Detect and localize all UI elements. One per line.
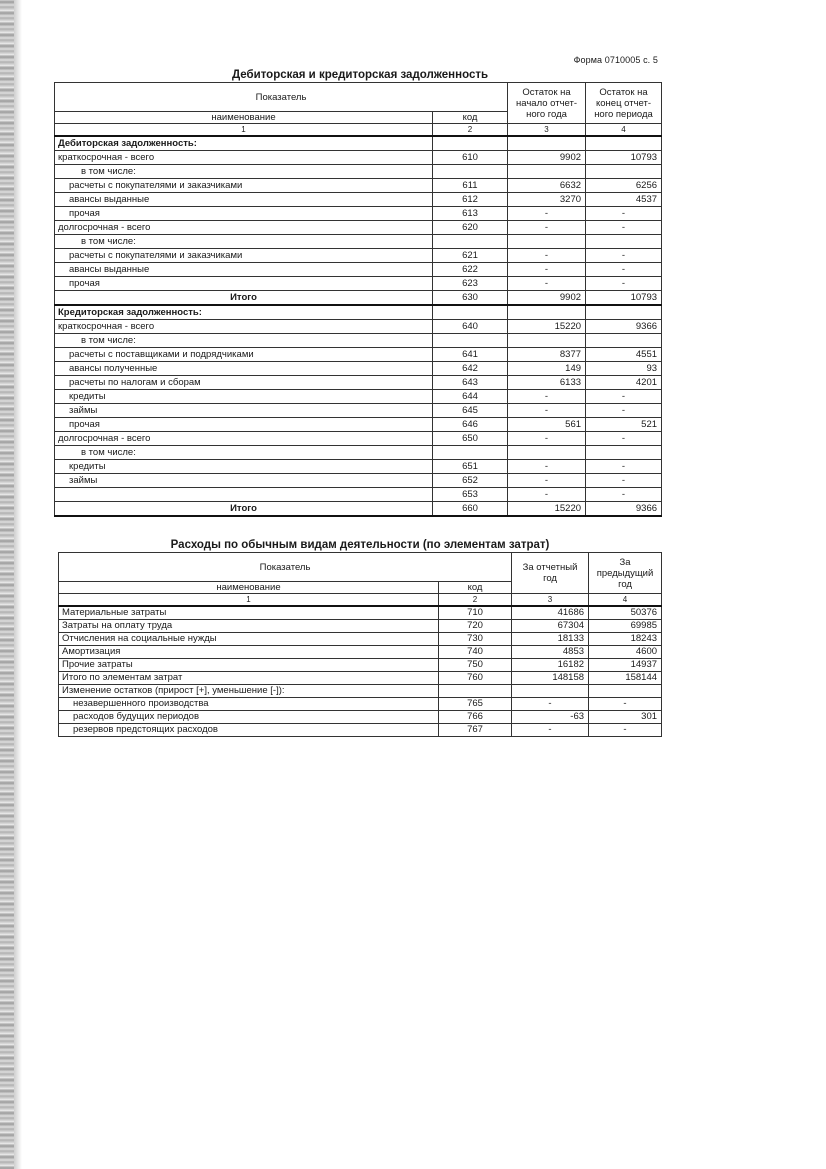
table-row	[59, 685, 662, 698]
row-value-col4: -	[586, 249, 662, 263]
row-value-col3: -	[508, 221, 586, 235]
row-value-col4: 14937	[589, 659, 662, 672]
row-value-col3: -	[508, 277, 586, 291]
table-row	[59, 698, 662, 711]
col-num-2: 2	[439, 594, 512, 607]
row-label: в том числе:	[55, 446, 433, 460]
row-code: 644	[433, 390, 508, 404]
row-value-col3: -	[512, 724, 589, 737]
header-code: код	[433, 112, 508, 124]
row-value-col4: 10793	[586, 151, 662, 165]
row-value-col3	[512, 685, 589, 698]
row-label: незавершенного производства	[59, 698, 439, 711]
row-code: 630	[433, 291, 508, 306]
row-value-col3: 18133	[512, 633, 589, 646]
header-name: наименование	[59, 582, 439, 594]
row-value-col4: -	[586, 488, 662, 502]
header-indicator: Показатель	[55, 83, 508, 112]
row-value-col4: -	[586, 263, 662, 277]
row-code	[433, 305, 508, 320]
row-label: авансы полученные	[55, 362, 433, 376]
table-row	[55, 474, 662, 488]
row-code: 622	[433, 263, 508, 277]
row-code: 650	[433, 432, 508, 446]
row-label: займы	[55, 474, 433, 488]
row-value-col3: 561	[508, 418, 586, 432]
table-row	[55, 277, 662, 291]
row-label: в том числе:	[55, 165, 433, 179]
table-row	[55, 207, 662, 221]
row-code	[433, 136, 508, 151]
table-row	[55, 291, 662, 306]
row-code: 653	[433, 488, 508, 502]
row-value-col3: 9902	[508, 151, 586, 165]
table-row	[59, 606, 662, 620]
col-num-3: 3	[512, 594, 589, 607]
row-value-col3: 4853	[512, 646, 589, 659]
row-value-col3: 16182	[512, 659, 589, 672]
row-value-col4	[586, 235, 662, 249]
row-label: Итого	[55, 291, 433, 306]
table-row	[55, 432, 662, 446]
row-value-col4	[586, 136, 662, 151]
row-value-col3: -	[508, 404, 586, 418]
table-row	[55, 348, 662, 362]
row-label: прочая	[55, 418, 433, 432]
table-row	[55, 404, 662, 418]
row-label: краткосрочная - всего	[55, 151, 433, 165]
row-value-col4: -	[586, 277, 662, 291]
row-value-col4: 158144	[589, 672, 662, 685]
row-value-col3: -	[508, 474, 586, 488]
row-label: Итого	[55, 502, 433, 517]
table-row	[55, 320, 662, 334]
row-value-col3: -	[512, 698, 589, 711]
row-code: 621	[433, 249, 508, 263]
row-code: 646	[433, 418, 508, 432]
row-label: прочая	[55, 277, 433, 291]
row-code: 766	[439, 711, 512, 724]
row-code: 610	[433, 151, 508, 165]
row-label: долгосрочная - всего	[55, 432, 433, 446]
row-label: расчеты с покупателями и заказчиками	[55, 179, 433, 193]
row-code: 750	[439, 659, 512, 672]
row-label: Материальные затраты	[59, 606, 439, 620]
row-value-col4: 50376	[589, 606, 662, 620]
row-value-col4	[586, 334, 662, 348]
row-label: расходов будущих периодов	[59, 711, 439, 724]
col-num-4: 4	[586, 124, 662, 137]
row-value-col3: -	[508, 207, 586, 221]
scan-edge-gradient	[14, 0, 22, 1169]
row-label: займы	[55, 404, 433, 418]
row-value-col3: 15220	[508, 320, 586, 334]
row-code	[433, 235, 508, 249]
row-value-col4: -	[586, 460, 662, 474]
table-row	[55, 263, 662, 277]
row-value-col3	[508, 235, 586, 249]
table-row	[55, 305, 662, 320]
row-code	[439, 685, 512, 698]
row-value-col4: 9366	[586, 502, 662, 517]
row-code: 740	[439, 646, 512, 659]
scan-edge-shadow	[0, 0, 14, 1169]
table-row	[59, 633, 662, 646]
row-label: Отчисления на социальные нужды	[59, 633, 439, 646]
table-row	[55, 235, 662, 249]
row-code: 660	[433, 502, 508, 517]
row-label: резервов предстоящих расходов	[59, 724, 439, 737]
row-code: 642	[433, 362, 508, 376]
row-value-col3: 15220	[508, 502, 586, 517]
row-value-col4: 4600	[589, 646, 662, 659]
row-value-col3: 3270	[508, 193, 586, 207]
table-row	[55, 334, 662, 348]
row-value-col3	[508, 165, 586, 179]
header-name: наименование	[55, 112, 433, 124]
row-value-col4	[586, 446, 662, 460]
row-code: 767	[439, 724, 512, 737]
row-value-col4	[586, 305, 662, 320]
row-label: краткосрочная - всего	[55, 320, 433, 334]
row-code: 640	[433, 320, 508, 334]
table-row	[59, 724, 662, 737]
row-value-col4: 18243	[589, 633, 662, 646]
row-value-col4	[586, 165, 662, 179]
table-row	[55, 390, 662, 404]
row-value-col4: 4537	[586, 193, 662, 207]
row-code: 765	[439, 698, 512, 711]
header-previous: За предыдущий год	[589, 553, 662, 594]
row-code: 651	[433, 460, 508, 474]
col-num-2: 2	[433, 124, 508, 137]
table-row	[55, 446, 662, 460]
row-value-col3	[508, 446, 586, 460]
table-row	[55, 249, 662, 263]
table-row	[55, 179, 662, 193]
row-value-col4: -	[586, 474, 662, 488]
table-row	[55, 376, 662, 390]
row-value-col4: -	[586, 390, 662, 404]
row-code: 643	[433, 376, 508, 390]
row-value-col3: -	[508, 390, 586, 404]
row-value-col3	[508, 136, 586, 151]
header-end: Остаток на конец отчет-ного периода	[586, 83, 662, 124]
row-value-col4: 521	[586, 418, 662, 432]
row-value-col4: -	[586, 432, 662, 446]
row-code: 720	[439, 620, 512, 633]
row-label: расчеты с поставщиками и подрядчиками	[55, 348, 433, 362]
row-label: авансы выданные	[55, 263, 433, 277]
table-row	[55, 460, 662, 474]
row-value-col3: 149	[508, 362, 586, 376]
table-row	[55, 136, 662, 151]
row-label	[55, 488, 433, 502]
row-value-col3: -	[508, 263, 586, 277]
section2-title: Расходы по обычным видам деятельности (по элементам затрат)	[170, 539, 550, 551]
row-code	[433, 165, 508, 179]
table-row	[59, 672, 662, 685]
form-code: Форма 0710005 с. 5	[573, 55, 658, 65]
row-code: 645	[433, 404, 508, 418]
row-value-col3: 148158	[512, 672, 589, 685]
row-code: 760	[439, 672, 512, 685]
table-row	[55, 502, 662, 517]
header-code: код	[439, 582, 512, 594]
row-value-col4: 4551	[586, 348, 662, 362]
row-value-col3: -	[508, 488, 586, 502]
row-label: кредиты	[55, 390, 433, 404]
row-value-col4: -	[589, 724, 662, 737]
row-label: Итого по элементам затрат	[59, 672, 439, 685]
table-row	[55, 488, 662, 502]
header-current: За отчетный год	[512, 553, 589, 594]
row-code: 652	[433, 474, 508, 488]
row-code: 730	[439, 633, 512, 646]
receivables-payables-table	[54, 82, 662, 517]
table-row	[55, 193, 662, 207]
table-row	[59, 711, 662, 724]
section1-title: Дебиторская и кредиторская задолженность	[231, 69, 489, 81]
row-value-col4: 4201	[586, 376, 662, 390]
row-value-col4: 69985	[589, 620, 662, 633]
table-row	[55, 418, 662, 432]
row-value-col3: 6133	[508, 376, 586, 390]
row-value-col4: 93	[586, 362, 662, 376]
row-label: прочая	[55, 207, 433, 221]
row-label: кредиты	[55, 460, 433, 474]
row-label: Кредиторская задолженность:	[55, 305, 433, 320]
row-label: Дебиторская задолженность:	[55, 136, 433, 151]
row-label: Амортизация	[59, 646, 439, 659]
row-value-col4: -	[586, 221, 662, 235]
row-label: Изменение остатков (прирост [+], уменьшение [-]):	[59, 685, 439, 698]
row-value-col4: -	[589, 698, 662, 711]
row-value-col4: -	[586, 207, 662, 221]
row-value-col3	[508, 305, 586, 320]
row-value-col3: 67304	[512, 620, 589, 633]
row-value-col4	[589, 685, 662, 698]
table-row	[55, 165, 662, 179]
table-row	[59, 646, 662, 659]
row-value-col3	[508, 334, 586, 348]
row-value-col3: -	[508, 432, 586, 446]
row-label: Прочие затраты	[59, 659, 439, 672]
table-row	[59, 620, 662, 633]
row-value-col4: 301	[589, 711, 662, 724]
row-label: в том числе:	[55, 334, 433, 348]
row-code: 611	[433, 179, 508, 193]
row-value-col3: -63	[512, 711, 589, 724]
row-label: расчеты с покупателями и заказчиками	[55, 249, 433, 263]
header-begin: Остаток на начало отчет-ного года	[508, 83, 586, 124]
expenses-table	[58, 552, 662, 737]
table-row	[55, 151, 662, 165]
row-code: 623	[433, 277, 508, 291]
table-row	[55, 221, 662, 235]
row-code: 710	[439, 606, 512, 620]
row-value-col4: 6256	[586, 179, 662, 193]
row-code: 641	[433, 348, 508, 362]
col-num-1: 1	[59, 594, 439, 607]
row-value-col3: 8377	[508, 348, 586, 362]
row-value-col3: 41686	[512, 606, 589, 620]
row-label: Затраты на оплату труда	[59, 620, 439, 633]
row-value-col3: -	[508, 249, 586, 263]
row-code: 620	[433, 221, 508, 235]
row-value-col4: -	[586, 404, 662, 418]
row-label: расчеты по налогам и сборам	[55, 376, 433, 390]
table-row	[55, 362, 662, 376]
col-num-3: 3	[508, 124, 586, 137]
col-num-4: 4	[589, 594, 662, 607]
row-label: авансы выданные	[55, 193, 433, 207]
row-value-col3: 6632	[508, 179, 586, 193]
row-label: в том числе:	[55, 235, 433, 249]
row-value-col4: 9366	[586, 320, 662, 334]
table-row	[59, 659, 662, 672]
row-value-col3: 9902	[508, 291, 586, 306]
row-code	[433, 334, 508, 348]
row-code: 613	[433, 207, 508, 221]
row-value-col3: -	[508, 460, 586, 474]
row-code	[433, 446, 508, 460]
row-value-col4: 10793	[586, 291, 662, 306]
header-indicator: Показатель	[59, 553, 512, 582]
col-num-1: 1	[55, 124, 433, 137]
row-code: 612	[433, 193, 508, 207]
row-label: долгосрочная - всего	[55, 221, 433, 235]
